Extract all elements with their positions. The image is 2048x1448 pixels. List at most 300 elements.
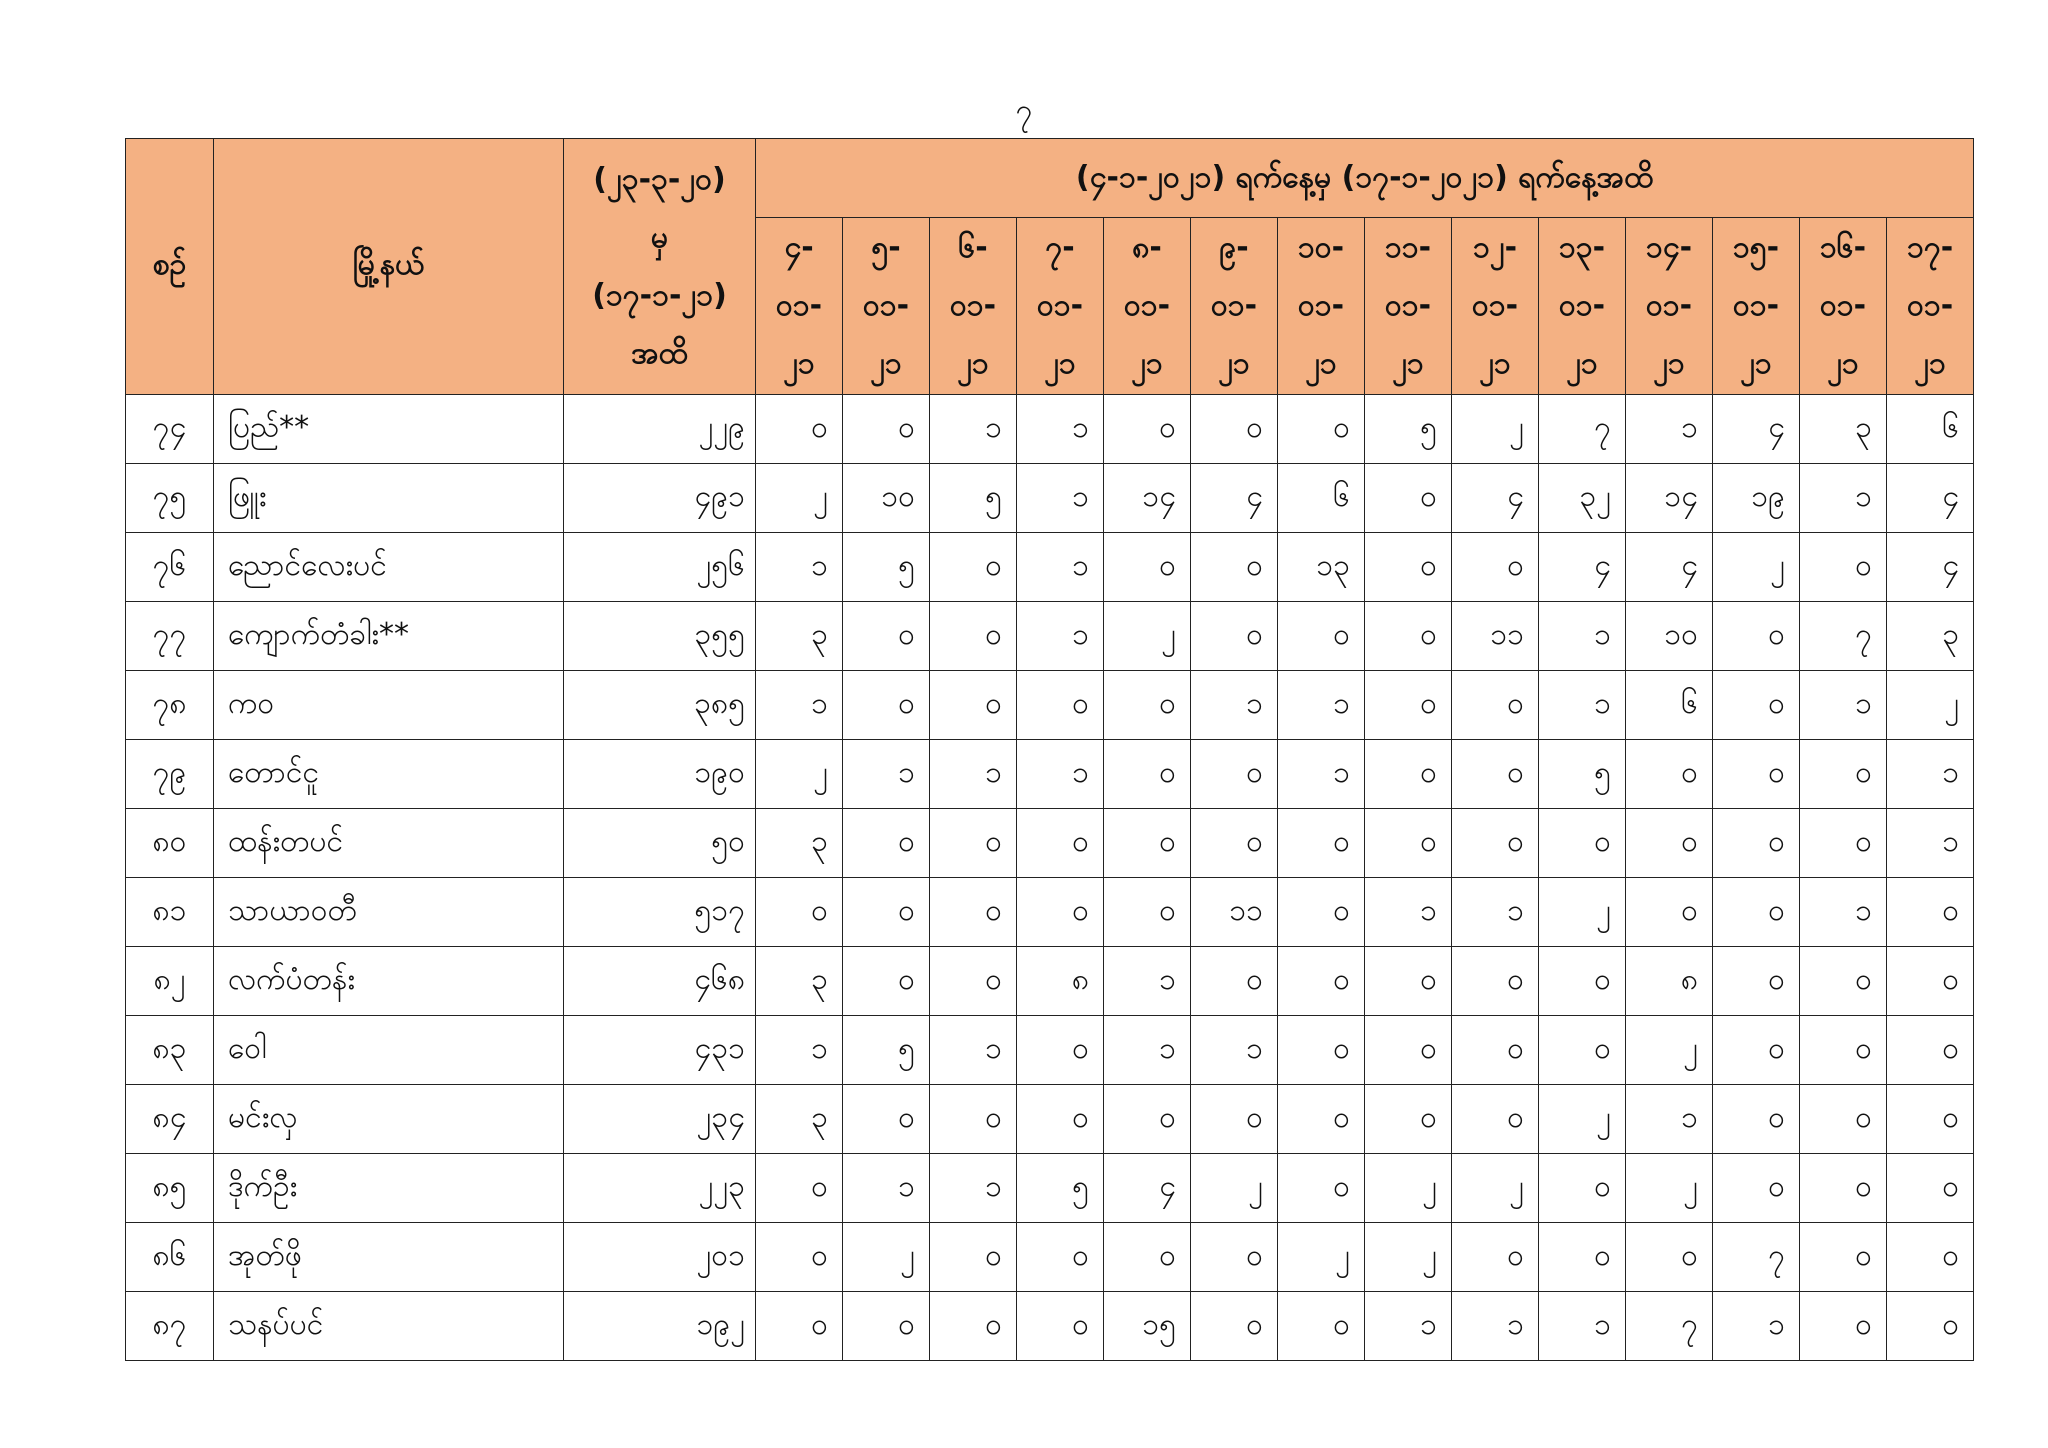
row-daily-value: ၀ bbox=[930, 602, 1017, 671]
row-daily-value: ၀ bbox=[1800, 740, 1887, 809]
row-daily-value: ၂ bbox=[1626, 1016, 1713, 1085]
row-serial-number: ၇၄ bbox=[126, 395, 214, 464]
table-header bbox=[126, 139, 1974, 395]
row-daily-value: ၇ bbox=[1713, 1223, 1800, 1292]
row-daily-value: ၂ bbox=[843, 1223, 930, 1292]
row-daily-value: ၁ bbox=[756, 533, 843, 602]
row-cumulative-total: ၂၃၄ bbox=[564, 1085, 756, 1154]
row-daily-value: ၁ bbox=[1452, 1292, 1539, 1361]
row-daily-value: ၀ bbox=[1191, 1223, 1278, 1292]
row-daily-value: ၀ bbox=[756, 395, 843, 464]
header-date-part: ၆- bbox=[958, 230, 988, 265]
row-daily-value: ၀ bbox=[930, 947, 1017, 1016]
row-daily-value: ၁ bbox=[1278, 740, 1365, 809]
row-cumulative-total: ၁၉၀ bbox=[564, 740, 756, 809]
row-daily-value: ၀ bbox=[1191, 1085, 1278, 1154]
row-daily-value: ၀ bbox=[1713, 1154, 1800, 1223]
row-daily-value: ၅ bbox=[843, 533, 930, 602]
row-daily-value: ၀ bbox=[1539, 809, 1626, 878]
row-daily-value: ၁၀ bbox=[843, 464, 930, 533]
header-date-part: ၁၆- bbox=[1819, 230, 1867, 265]
row-daily-value: ၁ bbox=[1539, 671, 1626, 740]
table-row bbox=[126, 878, 1974, 947]
row-daily-value: ၁၉ bbox=[1713, 464, 1800, 533]
header-date-part: ၀၁- bbox=[1123, 288, 1171, 323]
row-daily-value: ၀ bbox=[1191, 740, 1278, 809]
row-daily-value: ၀ bbox=[1452, 671, 1539, 740]
row-cumulative-total: ၅၀ bbox=[564, 809, 756, 878]
row-township-name: ဖြူး bbox=[214, 464, 564, 533]
row-daily-value: ၀ bbox=[930, 878, 1017, 947]
row-daily-value: ၁၃ bbox=[1278, 533, 1365, 602]
row-daily-value: ၁ bbox=[1278, 671, 1365, 740]
row-daily-value: ၃ bbox=[756, 947, 843, 1016]
row-daily-value: ၀ bbox=[1365, 740, 1452, 809]
row-daily-value: ၇ bbox=[1800, 602, 1887, 671]
table-row bbox=[126, 740, 1974, 809]
row-daily-value: ၀ bbox=[1278, 1085, 1365, 1154]
row-daily-value: ၀ bbox=[1626, 878, 1713, 947]
header-date-part: ၉- bbox=[1219, 230, 1249, 265]
header-date-col bbox=[1278, 218, 1365, 395]
row-daily-value: ၁ bbox=[1365, 878, 1452, 947]
row-daily-value: ၂ bbox=[756, 740, 843, 809]
row-daily-value: ၄ bbox=[1104, 1154, 1191, 1223]
row-daily-value: ၀ bbox=[756, 1154, 843, 1223]
row-cumulative-total: ၃၈၅ bbox=[564, 671, 756, 740]
row-daily-value: ၇ bbox=[1626, 1292, 1713, 1361]
row-daily-value: ၀ bbox=[1887, 1085, 1974, 1154]
row-daily-value: ၄ bbox=[1713, 395, 1800, 464]
header-total-line: (၁၇-၁-၂၁) bbox=[592, 277, 727, 313]
table-body bbox=[126, 395, 1974, 1361]
table-row bbox=[126, 1154, 1974, 1223]
header-date-part: ၅- bbox=[871, 230, 901, 265]
row-daily-value: ၁၁ bbox=[1191, 878, 1278, 947]
header-date-col bbox=[1713, 218, 1800, 395]
header-date-part: ၂၁ bbox=[1218, 346, 1250, 381]
row-daily-value: ၁ bbox=[1017, 464, 1104, 533]
row-daily-value: ၁ bbox=[1887, 740, 1974, 809]
row-daily-value: ၄ bbox=[1887, 464, 1974, 533]
row-daily-value: ၀ bbox=[1017, 878, 1104, 947]
row-daily-value: ၁၅ bbox=[1104, 1292, 1191, 1361]
row-daily-value: ၀ bbox=[1017, 671, 1104, 740]
header-date-part: ၁၀- bbox=[1297, 230, 1345, 265]
row-township-name: ဝေါ bbox=[214, 1016, 564, 1085]
row-daily-value: ၂ bbox=[756, 464, 843, 533]
row-daily-value: ၀ bbox=[1800, 809, 1887, 878]
row-cumulative-total: ၄၃၁ bbox=[564, 1016, 756, 1085]
row-daily-value: ၀ bbox=[756, 1223, 843, 1292]
row-daily-value: ၀ bbox=[1365, 533, 1452, 602]
header-date-col bbox=[930, 218, 1017, 395]
row-daily-value: ၂ bbox=[1713, 533, 1800, 602]
row-cumulative-total: ၅၁၇ bbox=[564, 878, 756, 947]
row-daily-value: ၁ bbox=[1017, 740, 1104, 809]
row-daily-value: ၀ bbox=[1539, 1154, 1626, 1223]
row-daily-value: ၇ bbox=[1539, 395, 1626, 464]
row-daily-value: ၀ bbox=[1800, 947, 1887, 1016]
header-date-part: ၄- bbox=[784, 230, 814, 265]
row-daily-value: ၄ bbox=[1887, 533, 1974, 602]
row-daily-value: ၀ bbox=[1452, 1016, 1539, 1085]
header-total-line: မှ bbox=[650, 219, 669, 255]
row-daily-value: ၀ bbox=[843, 602, 930, 671]
row-serial-number: ၈၃ bbox=[126, 1016, 214, 1085]
row-daily-value: ၁ bbox=[1800, 878, 1887, 947]
row-daily-value: ၀ bbox=[1452, 533, 1539, 602]
page-number: ၇ bbox=[1015, 93, 1033, 128]
row-daily-value: ၄ bbox=[1452, 464, 1539, 533]
row-daily-value: ၀ bbox=[1104, 533, 1191, 602]
row-daily-value: ၀ bbox=[1452, 809, 1539, 878]
row-daily-value: ၁ bbox=[1539, 602, 1626, 671]
row-daily-value: ၀ bbox=[1713, 878, 1800, 947]
header-date-part: ၀၁- bbox=[1384, 288, 1432, 323]
row-daily-value: ၁ bbox=[1713, 1292, 1800, 1361]
header-date-col bbox=[1452, 218, 1539, 395]
row-daily-value: ၁၁ bbox=[1452, 602, 1539, 671]
row-daily-value: ၀ bbox=[756, 878, 843, 947]
row-daily-value: ၀ bbox=[1713, 740, 1800, 809]
row-daily-value: ၃ bbox=[1800, 395, 1887, 464]
row-daily-value: ၀ bbox=[1626, 809, 1713, 878]
row-daily-value: ၅ bbox=[843, 1016, 930, 1085]
row-daily-value: ၈ bbox=[1626, 947, 1713, 1016]
row-daily-value: ၀ bbox=[1539, 1223, 1626, 1292]
row-daily-value: ၀ bbox=[1713, 947, 1800, 1016]
header-date-part: ၀၁- bbox=[1036, 288, 1084, 323]
row-daily-value: ၀ bbox=[843, 1292, 930, 1361]
row-township-name: ပြည်** bbox=[214, 395, 564, 464]
row-daily-value: ၀ bbox=[1539, 1016, 1626, 1085]
header-date-part: ၀၁- bbox=[1210, 288, 1258, 323]
header-date-part: ၀၁- bbox=[775, 288, 823, 323]
row-serial-number: ၇၅ bbox=[126, 464, 214, 533]
row-daily-value: ၀ bbox=[756, 1292, 843, 1361]
row-daily-value: ၀ bbox=[1800, 533, 1887, 602]
row-cumulative-total: ၂၅၆ bbox=[564, 533, 756, 602]
header-total-line: (၂၃-၃-၂၀) bbox=[593, 161, 726, 197]
row-daily-value: ၀ bbox=[1365, 947, 1452, 1016]
header-date-part: ၂၁ bbox=[1914, 346, 1946, 381]
header-date-part: ၁၂- bbox=[1472, 230, 1518, 265]
header-date-part: ၀၁- bbox=[1732, 288, 1780, 323]
row-daily-value: ၀ bbox=[1191, 1292, 1278, 1361]
header-date-part: ၀၁- bbox=[949, 288, 997, 323]
row-serial-number: ၇၇ bbox=[126, 602, 214, 671]
row-daily-value: ၁ bbox=[756, 671, 843, 740]
header-date-col bbox=[843, 218, 930, 395]
row-daily-value: ၀ bbox=[1104, 878, 1191, 947]
row-daily-value: ၀ bbox=[1278, 1154, 1365, 1223]
row-daily-value: ၀ bbox=[1626, 1223, 1713, 1292]
row-daily-value: ၀ bbox=[843, 947, 930, 1016]
row-daily-value: ၀ bbox=[1626, 740, 1713, 809]
row-cumulative-total: ၃၅၅ bbox=[564, 602, 756, 671]
header-date-col bbox=[1887, 218, 1974, 395]
header-date-col bbox=[1017, 218, 1104, 395]
row-daily-value: ၂ bbox=[1104, 602, 1191, 671]
row-daily-value: ၁ bbox=[1017, 602, 1104, 671]
row-daily-value: ၀ bbox=[1191, 395, 1278, 464]
header-date-col bbox=[756, 218, 843, 395]
header-date-part: ၂၁ bbox=[1392, 346, 1424, 381]
header-date-part: ၂၁ bbox=[1653, 346, 1685, 381]
row-daily-value: ၈ bbox=[1017, 947, 1104, 1016]
table-row bbox=[126, 947, 1974, 1016]
row-serial-number: ၈၁ bbox=[126, 878, 214, 947]
row-daily-value: ၀ bbox=[1365, 1016, 1452, 1085]
row-daily-value: ၀ bbox=[1452, 947, 1539, 1016]
header-date-col bbox=[1800, 218, 1887, 395]
header-date-part: ၁၄- bbox=[1645, 230, 1693, 265]
header-date-part: ၂၁ bbox=[870, 346, 902, 381]
row-daily-value: ၁ bbox=[1800, 464, 1887, 533]
table-row bbox=[126, 533, 1974, 602]
row-daily-value: ၀ bbox=[1713, 602, 1800, 671]
row-daily-value: ၀ bbox=[1017, 1223, 1104, 1292]
row-serial-number: ၈၅ bbox=[126, 1154, 214, 1223]
row-daily-value: ၂ bbox=[1539, 1085, 1626, 1154]
row-daily-value: ၀ bbox=[843, 1085, 930, 1154]
row-daily-value: ၀ bbox=[1887, 1292, 1974, 1361]
row-daily-value: ၀ bbox=[1191, 809, 1278, 878]
row-cumulative-total: ၁၉၂ bbox=[564, 1292, 756, 1361]
row-daily-value: ၁ bbox=[1452, 878, 1539, 947]
row-daily-value: ၀ bbox=[1800, 1016, 1887, 1085]
row-township-name: တောင်ငူ bbox=[214, 740, 564, 809]
row-daily-value: ၀ bbox=[1017, 1085, 1104, 1154]
row-daily-value: ၁ bbox=[1104, 947, 1191, 1016]
row-daily-value: ၀ bbox=[1713, 671, 1800, 740]
header-date-part: ၁၇- bbox=[1906, 230, 1954, 265]
row-daily-value: ၀ bbox=[1104, 671, 1191, 740]
row-daily-value: ၃ bbox=[756, 602, 843, 671]
row-daily-value: ၃ bbox=[1887, 602, 1974, 671]
row-cumulative-total: ၄၆၈ bbox=[564, 947, 756, 1016]
row-daily-value: ၂ bbox=[1887, 671, 1974, 740]
row-daily-value: ၀ bbox=[1017, 809, 1104, 878]
row-serial-number: ၈၇ bbox=[126, 1292, 214, 1361]
row-cumulative-total: ၂၀၁ bbox=[564, 1223, 756, 1292]
row-township-name: သာယာဝတီ bbox=[214, 878, 564, 947]
header-date-part: ၂၁ bbox=[1740, 346, 1772, 381]
row-township-name: လက်ပံတန်း bbox=[214, 947, 564, 1016]
header-date-part: ၀၁- bbox=[1645, 288, 1693, 323]
row-daily-value: ၀ bbox=[1713, 1016, 1800, 1085]
row-daily-value: ၃ bbox=[756, 1085, 843, 1154]
row-daily-value: ၀ bbox=[1800, 1223, 1887, 1292]
row-township-name: သနပ်ပင် bbox=[214, 1292, 564, 1361]
header-date-range: (၄-၁-၂၀၂၁) ရက်နေ့မှ (၁၇-၁-၂၀၂၁) ရက်နေ့အထိ bbox=[756, 139, 1974, 218]
town-cases-table bbox=[125, 138, 1974, 1361]
row-daily-value: ၀ bbox=[843, 809, 930, 878]
table-row bbox=[126, 464, 1974, 533]
row-daily-value: ၀ bbox=[1278, 602, 1365, 671]
row-township-name: ဒိုက်ဦး bbox=[214, 1154, 564, 1223]
row-daily-value: ၀ bbox=[1278, 1292, 1365, 1361]
header-date-col bbox=[1191, 218, 1278, 395]
row-daily-value: ၁ bbox=[1017, 395, 1104, 464]
row-daily-value: ၂ bbox=[1539, 878, 1626, 947]
row-daily-value: ၀ bbox=[930, 1085, 1017, 1154]
row-daily-value: ၅ bbox=[930, 464, 1017, 533]
row-daily-value: ၀ bbox=[1278, 395, 1365, 464]
header-date-part: ၂၁ bbox=[1827, 346, 1859, 381]
row-daily-value: ၀ bbox=[843, 878, 930, 947]
header-date-part: ၁၁- bbox=[1384, 230, 1432, 265]
row-daily-value: ၁ bbox=[1887, 809, 1974, 878]
row-daily-value: ၁၀ bbox=[1626, 602, 1713, 671]
row-daily-value: ၄ bbox=[1539, 533, 1626, 602]
row-daily-value: ၀ bbox=[1365, 671, 1452, 740]
row-daily-value: ၁ bbox=[756, 1016, 843, 1085]
header-serial-number: စဉ် bbox=[126, 139, 214, 395]
row-daily-value: ၁ bbox=[1626, 1085, 1713, 1154]
row-daily-value: ၀ bbox=[1278, 809, 1365, 878]
row-daily-value: ၂ bbox=[1452, 1154, 1539, 1223]
row-daily-value: ၀ bbox=[1713, 1085, 1800, 1154]
row-daily-value: ၀ bbox=[1452, 1085, 1539, 1154]
header-date-part: ၂၁ bbox=[1044, 346, 1076, 381]
row-daily-value: ၆ bbox=[1278, 464, 1365, 533]
header-date-part: ၀၁- bbox=[1558, 288, 1606, 323]
row-daily-value: ၀ bbox=[1887, 1154, 1974, 1223]
header-total-line: အထိ bbox=[631, 335, 688, 371]
header-date-col bbox=[1626, 218, 1713, 395]
row-daily-value: ၄ bbox=[1626, 533, 1713, 602]
row-serial-number: ၇၈ bbox=[126, 671, 214, 740]
table-row bbox=[126, 1085, 1974, 1154]
row-daily-value: ၁ bbox=[930, 395, 1017, 464]
row-daily-value: ၂ bbox=[1191, 1154, 1278, 1223]
header-date-part: ၇- bbox=[1045, 230, 1075, 265]
row-daily-value: ၆ bbox=[1626, 671, 1713, 740]
row-daily-value: ၂ bbox=[1278, 1223, 1365, 1292]
table-row bbox=[126, 671, 1974, 740]
row-daily-value: ၀ bbox=[1365, 602, 1452, 671]
header-date-part: ၀၁- bbox=[1906, 288, 1954, 323]
row-daily-value: ၁ bbox=[1191, 1016, 1278, 1085]
row-daily-value: ၀ bbox=[1887, 878, 1974, 947]
row-daily-value: ၀ bbox=[930, 1223, 1017, 1292]
row-daily-value: ၀ bbox=[1104, 1223, 1191, 1292]
row-daily-value: ၀ bbox=[1191, 947, 1278, 1016]
row-township-name: ထန်းတပင် bbox=[214, 809, 564, 878]
header-date-part: ၂၁ bbox=[1479, 346, 1511, 381]
row-daily-value: ၅ bbox=[1539, 740, 1626, 809]
row-daily-value: ၁ bbox=[1626, 395, 1713, 464]
header-date-part: ၁၃- bbox=[1558, 230, 1606, 265]
header-date-part: ၂၁ bbox=[1305, 346, 1337, 381]
row-daily-value: ၀ bbox=[1539, 947, 1626, 1016]
row-daily-value: ၀ bbox=[843, 671, 930, 740]
row-serial-number: ၈၄ bbox=[126, 1085, 214, 1154]
row-daily-value: ၀ bbox=[1800, 1085, 1887, 1154]
row-daily-value: ၁ bbox=[1800, 671, 1887, 740]
header-date-col bbox=[1104, 218, 1191, 395]
row-serial-number: ၇၉ bbox=[126, 740, 214, 809]
table-row bbox=[126, 1292, 1974, 1361]
row-daily-value: ၅ bbox=[1365, 395, 1452, 464]
row-daily-value: ၃ bbox=[756, 809, 843, 878]
header-date-part: ၀၁- bbox=[1819, 288, 1867, 323]
row-serial-number: ၇၆ bbox=[126, 533, 214, 602]
table-row bbox=[126, 602, 1974, 671]
row-daily-value: ၀ bbox=[1887, 947, 1974, 1016]
row-daily-value: ၁၄ bbox=[1626, 464, 1713, 533]
row-daily-value: ၀ bbox=[1191, 533, 1278, 602]
row-daily-value: ၂ bbox=[1365, 1223, 1452, 1292]
header-date-part: ၀၁- bbox=[862, 288, 910, 323]
row-daily-value: ၀ bbox=[1713, 809, 1800, 878]
row-township-name: အုတ်ဖို bbox=[214, 1223, 564, 1292]
row-daily-value: ၀ bbox=[1278, 1016, 1365, 1085]
row-serial-number: ၈၆ bbox=[126, 1223, 214, 1292]
header-date-part: ၂၁ bbox=[1131, 346, 1163, 381]
row-daily-value: ၁ bbox=[843, 1154, 930, 1223]
row-daily-value: ၀ bbox=[1452, 1223, 1539, 1292]
row-daily-value: ၁၄ bbox=[1104, 464, 1191, 533]
row-daily-value: ၁ bbox=[843, 740, 930, 809]
row-daily-value: ၀ bbox=[1887, 1223, 1974, 1292]
row-serial-number: ၈၀ bbox=[126, 809, 214, 878]
table-row bbox=[126, 395, 1974, 464]
row-township-name: ကဝ bbox=[214, 671, 564, 740]
row-daily-value: ၁ bbox=[1539, 1292, 1626, 1361]
row-daily-value: ၀ bbox=[1104, 740, 1191, 809]
row-daily-value: ၀ bbox=[1104, 809, 1191, 878]
header-date-part: ၀၁- bbox=[1471, 288, 1519, 323]
row-daily-value: ၀ bbox=[1017, 1016, 1104, 1085]
row-township-name: မင်းလှ bbox=[214, 1085, 564, 1154]
header-date-col bbox=[1539, 218, 1626, 395]
row-daily-value: ၀ bbox=[843, 395, 930, 464]
row-cumulative-total: ၂၂၃ bbox=[564, 1154, 756, 1223]
row-daily-value: ၀ bbox=[1365, 809, 1452, 878]
row-daily-value: ၀ bbox=[1887, 1016, 1974, 1085]
header-cumulative-total bbox=[564, 139, 756, 395]
row-daily-value: ၀ bbox=[1365, 464, 1452, 533]
header-date-part: ၂၁ bbox=[957, 346, 989, 381]
row-daily-value: ၀ bbox=[1800, 1154, 1887, 1223]
row-daily-value: ၀ bbox=[1104, 1085, 1191, 1154]
header-date-col bbox=[1365, 218, 1452, 395]
header-date-part: ၈- bbox=[1132, 230, 1162, 265]
row-daily-value: ၂ bbox=[1365, 1154, 1452, 1223]
row-daily-value: ၁ bbox=[1104, 1016, 1191, 1085]
row-daily-value: ၀ bbox=[1191, 602, 1278, 671]
header-date-part: ၁၅- bbox=[1732, 230, 1780, 265]
row-daily-value: ၂ bbox=[1452, 395, 1539, 464]
row-daily-value: ၀ bbox=[1452, 740, 1539, 809]
row-daily-value: ၁ bbox=[930, 1016, 1017, 1085]
row-daily-value: ၀ bbox=[1365, 1085, 1452, 1154]
row-daily-value: ၄ bbox=[1191, 464, 1278, 533]
row-daily-value: ၀ bbox=[1800, 1292, 1887, 1361]
row-daily-value: ၀ bbox=[930, 533, 1017, 602]
header-date-part: ၂၁ bbox=[783, 346, 815, 381]
row-daily-value: ၀ bbox=[930, 809, 1017, 878]
row-daily-value: ၁ bbox=[930, 740, 1017, 809]
row-cumulative-total: ၂၂၉ bbox=[564, 395, 756, 464]
row-daily-value: ၅ bbox=[1017, 1154, 1104, 1223]
row-daily-value: ၂ bbox=[1626, 1154, 1713, 1223]
row-township-name: ကျောက်တံခါး** bbox=[214, 602, 564, 671]
header-date-part: ၂၁ bbox=[1566, 346, 1598, 381]
